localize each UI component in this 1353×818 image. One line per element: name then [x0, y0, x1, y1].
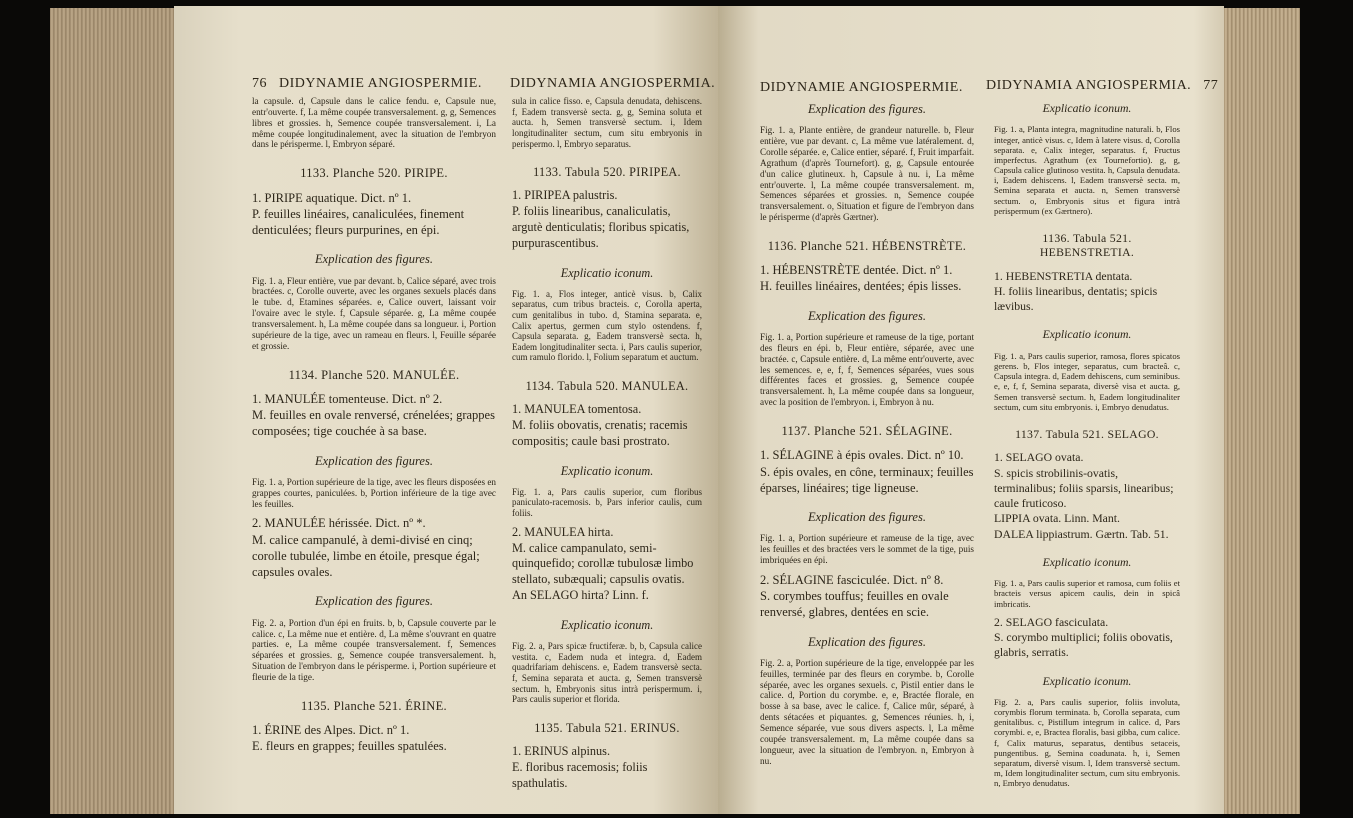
col1-entry-4-desc: E. fleurs en grappes; feuilles spatulées.: [252, 739, 447, 754]
col3-figures-3: Fig. 2. a, Portion supérieure de la tige, enveloppée par les feuilles, terminée par des fleurs en corymbe. b, Corolle séparée, avec les organes sexuels. c, Pistil entier dans le calice. d, Portion du corymbe. e, e, Bractée florale, en bosse à sa base, avec le calice. f, Calice mûr, séparé, à dents sétacées et piquantes. g, Semences réunies. h, i, Semence séparée, vue sous divers aspects. l, La même coupée transversalement. m, La même coupée dans sa longueur, avec la situation de l'embryon. n, Embryon à nu.: [760, 657, 974, 766]
right-header-latin: DIDYNAMIA ANGIOSPERMIA.: [986, 78, 1192, 93]
left-page: [174, 6, 718, 814]
col3-entry-2-desc: S. épis ovales, en cône, terminaux; feuilles éparses, linéaires; tige ligneuse.: [760, 464, 974, 495]
col2-figures-3: Fig. 2. a, Pars spicæ fructiferæ. b, b, Capsula calice vestita. c, Eadem nuda et integra. d, Eadem quadrifariam dehiscens. e, Eadem transversè secta. f, Semina separata et aucta. g, Semen transversè sectum. h, Embryonis situs intrà perispermum. i, Pars caulis superior et florida.: [512, 641, 702, 705]
right-page-number: 77: [1203, 78, 1219, 93]
col3-explication-3: Explication des figures.: [808, 634, 926, 649]
col1-entry-3-name: 2. MANULÉE hérissée. Dict. nº *.: [252, 516, 426, 531]
col1-entry-4: [252, 722, 496, 755]
col3-entry-1: [760, 262, 974, 295]
col2-explication-1: Explicatio iconum.: [560, 265, 654, 280]
col2-section-title-2: 1134. Tabula 520. MANULEA.: [525, 379, 689, 394]
col2-entry-3: [512, 525, 702, 605]
left-header-french: DIDYNAMIE ANGIOSPERMIE.: [279, 76, 482, 91]
col3-figures-1: Fig. 1. a, Portion supérieure et rameuse de la tige, portant des fleurs en épi. b, Fleur entière, séparée, avec une bractée. c, Capsule entière. d, La même entr'ouverte, avec les semences. e, e, f, f, Semences séparées, vues sous différentes faces et grossies. g, Semence coupée transversalement. h, La même coupée dans sa longueur, avec la position de l'embryon. i, Embryon à nu.: [760, 331, 974, 408]
column-2: [512, 96, 702, 800]
col3-entry-3-name: 2. SÉLAGINE fasciculée. Dict. nº 8.: [760, 572, 944, 587]
col2-entry-1: [512, 188, 702, 252]
col1-intro: la capsule. d, Capsule dans le calice fendu. e, Capsule nue, entr'ouverte. f, La même coupée transversalement. g, g, Semences libres et grossies. h, Semence coupée transversalement. i, La même coupée longitudinalement, avec la situation de l'embryon dans le périsperme. l, Embryon séparé.: [252, 96, 496, 150]
col4-entry-2-name: 1. SELAGO ovata.: [994, 451, 1084, 465]
col4-entry-1: [994, 269, 1180, 315]
column-4: [994, 100, 1180, 795]
col2-explication-2: Explicatio iconum.: [560, 463, 654, 478]
col4-entry-3: [994, 615, 1180, 661]
left-running-head: [252, 76, 482, 92]
col4-explication-3: Explicatio iconum.: [1042, 674, 1132, 688]
col4-section-title-2: 1137. Tabula 521. SELAGO.: [1015, 427, 1159, 441]
col1-entry-3-desc: M. calice campanulé, à demi-divisé en cinq; corolle tubulée, limbe en étoile, presque égal; capsules ovales.: [252, 532, 480, 580]
col3-entry-2-name: 1. SÉLAGINE à épis ovales. Dict. nº 10.: [760, 448, 964, 463]
col1-entry-2-desc: M. feuilles en ovale renversé, crénelées; grappes composées; tige couchée à sa base.: [252, 408, 495, 439]
col2-entry-1-name: 1. PIRIPEA palustris.: [512, 188, 618, 203]
col3-explication-2: Explication des figures.: [808, 510, 926, 524]
right-page: [718, 6, 1224, 814]
col2-entry-2: [512, 402, 702, 450]
col3-explication-0: Explication des figures.: [808, 102, 926, 116]
col2-section-title-3: 1135. Tabula 521. ERINUS.: [534, 720, 680, 735]
col3-entry-1-name: 1. HÉBENSTRÈTE dentée. Dict. nº 1.: [760, 263, 953, 278]
col1-figures-1: Fig. 1. a, Fleur entière, vue par devant. b, Calice séparé, avec trois bractées. c, Corolle ouverte, avec les organes sexuels placés dans le tube. d, Etamines séparées. e, Calice ouvert, laissant voir l'ovaire avec le style. f, Capsule séparée. g, La même coupée transversalement. h, La même coupée dans sa longueur. i, Portion supérieure de la tige, avec un rameau en fleurs. l, Feuille séparée et grossie.: [252, 275, 496, 351]
col3-entry-3-desc: S. corymbes touffus; feuilles en ovale renversé, glabres, dentées en scie.: [760, 589, 949, 620]
col4-entry-1-name: 1. HEBENSTRETIA dentata.: [994, 269, 1133, 283]
col2-entry-4: [512, 744, 702, 792]
col3-entry-2: [760, 447, 974, 496]
col2-figures-2: Fig. 1. a, Pars caulis superior, cum floribus paniculato-racemosis. b, Pars inferior caulis, cum foliis.: [512, 486, 702, 518]
col3-explication-1: Explication des figures.: [808, 308, 926, 323]
col4-explication-0: Explicatio iconum.: [1042, 102, 1132, 115]
col4-entry-3-name: 2. SELAGO fasciculata.: [994, 615, 1109, 629]
col2-entry-2-desc: M. foliis obovatis, crenatis; racemis compositis; caule basi prostrato.: [512, 417, 688, 448]
col4-section-title-1: 1136. Tabula 521. HEBENSTRETIA.: [1039, 232, 1135, 260]
col1-entry-1: [252, 190, 496, 239]
col1-figures-3: Fig. 2. a, Portion d'un épi en fruits. b, b, Capsule couverte par le calice. c, La même nue et entière. d, La même s'ouvrant en quatre parties. e, La même coupée transversalement. f, Semences séparées et grossies. g, Semence coupée transversalement. h, Situation de l'embryon dans le périsperme. i, Portion supérieure et fleurie de la tige.: [252, 617, 496, 682]
col1-section-title-3: 1135. Planche 521. ÉRINE.: [301, 698, 447, 713]
col1-entry-1-desc: P. feuilles linéaires, canaliculées, finement denticulées; fleurs purpurines, en épi.: [252, 206, 465, 238]
col3-entry-3: [760, 572, 974, 621]
col4-figures-2: Fig. 1. a, Pars caulis superior et ramosa, cum foliis et bracteis versus apicem caulis, dein in spicâ imbricatis.: [994, 578, 1180, 609]
col2-entry-3-desc: M. calice campanulato, semi-quinquefido; corollæ tubulosæ limbo stellato, subæquali; capsulis ovatis.: [512, 540, 694, 587]
col1-entry-2: [252, 391, 496, 440]
col4-figures-1: Fig. 1. a, Pars caulis superior, ramosa, flores spicatos gerens. b, Flos integer, separatus, cum bracteâ. c, Capsula integra. d, Eadem dehiscens, cum seminibus. e, e, f, f, Semina separata, diversè visa et aucta. g, Semen transversè sectum. h, Eadem longitudinaliter sectum, cum situ embryonis. i, Embryo denudatus.: [994, 350, 1180, 412]
col3-section-title-2: 1137. Planche 521. SÉLAGINE.: [781, 424, 953, 438]
column-3: [760, 100, 974, 772]
col3-figures-2: Fig. 1. a, Portion supérieure et rameuse de la tige, avec les feuilles et des bractées vers le sommet de la tige, puis imbriquées en épi.: [760, 533, 974, 565]
col4-entry-2-syn-1: LIPPIA ovata. Linn. Mant.: [994, 512, 1120, 526]
col1-figures-2: Fig. 1. a, Portion supérieure de la tige, avec les fleurs disposées en grappes courtes, paniculées. b, Portion inférieure de la tige avec les feuilles.: [252, 476, 496, 509]
col4-figures-0: Fig. 1. a, Planta integra, magnitudine naturali. b, Flos integer, anticè visus. c, Idem à latere visus. d, Corolla separata. e, Calix integer, separatus. f, Fructus imperfectus. Agrathum (ex Tournefortio). g, g, Capsula calice glutinoso vestita. h, Capsula denudata. i, Eadem dehiscens. l, Eadem transversè secta. m, Semina separata et aucta. n, Semen transversè sectum. o, Embryonis situs et figura intrà perispermum (ex Gærtnero).: [994, 124, 1180, 216]
col1-entry-3: [252, 515, 496, 580]
col1-explication-1: Explication des figures.: [315, 252, 433, 267]
col1-explication-3: Explication des figures.: [315, 594, 433, 609]
open-book: [50, 6, 1300, 814]
col4-entry-3-desc: S. corymbo multiplici; foliis obovatis, glabris, serratis.: [994, 631, 1173, 660]
left-page-edges: [50, 8, 174, 814]
col1-section-title-2: 1134. Planche 520. MANULÉE.: [288, 367, 460, 382]
left-page-number: 76: [252, 76, 267, 91]
col4-entry-2: [994, 450, 1180, 542]
col4-explication-2: Explicatio iconum.: [1042, 555, 1132, 569]
col2-intro: sula in calice fisso. e, Capsula denudata, dehiscens. f, Eadem transversè secta. g, g, Semina soluta et aucta. h, Semen transversè sectum. i, Idem longitudinaliter sectum, cum situ embryonis in perispermo. l, Embryo separatus.: [512, 96, 702, 149]
col1-section-title-1: 1133. Planche 520. PIRIPE.: [300, 166, 448, 181]
col2-explication-3: Explicatio iconum.: [560, 618, 654, 633]
col2-entry-1-desc: P. foliis linearibus, canaliculatis, argutè denticulatis; floribus spicatis, purpurascentibus.: [512, 203, 690, 250]
col1-entry-2-name: 1. MANULÉE tomenteuse. Dict. nº 2.: [252, 391, 443, 406]
col4-entry-2-desc: S. spicis strobilinis-ovatis, terminalibus; foliis sparsis, linearibus; caule fruticoso.: [994, 466, 1174, 511]
col2-entry-4-name: 1. ERINUS alpinus.: [512, 743, 610, 758]
col2-section-title-1: 1133. Tabula 520. PIRIPEA.: [533, 165, 681, 180]
col2-figures-1: Fig. 1. a, Flos integer, anticè visus. b, Calix separatus, cum tribus bracteis. c, Corolla aperta, cum genitalibus in tubo. d, Stamina separata. e, Calix apertus, germen cum stylo ostendens. f, Capsula separata. g, Eadem transversè secta. h, Eadem longitudinaliter secta. i, Pars caulis superior, cum ramulo florido. l, Folium separatum et auctum.: [512, 288, 702, 363]
col3-entry-1-desc: H. feuilles linéaires, dentées; épis lisses.: [760, 279, 962, 294]
col2-entry-2-name: 1. MANULEA tomentosa.: [512, 402, 642, 416]
col1-entry-4-name: 1. ÉRINE des Alpes. Dict. nº 1.: [252, 723, 410, 738]
col4-entry-2-syn-2: DALEA lippiastrum. Gærtn. Tab. 51.: [994, 527, 1169, 541]
col1-explication-2: Explication des figures.: [315, 453, 433, 468]
col4-figures-3: Fig. 2. a, Pars caulis superior, foliis involuta, corymbis florum terminata. b, Corolla separata, cum genitalibus. c, Pistillum integrum in calice. d, Pars corymbi. e, e, Bractea floralis, basi gibba, cum calice. f, Calix maturus, separatus, dentibus setaceis, pungentibus. g, Semina coadunata. h, i, Semen separatum, diversè visum. l, Idem transversè sectum. m, Idem longitudinaliter sectum, cum situ embryonis. n, Embryo denudatus.: [994, 696, 1180, 789]
right-header-french: DIDYNAMIE ANGIOSPERMIE.: [760, 80, 963, 95]
col1-entry-1-name: 1. PIRIPE aquatique. Dict. nº 1.: [252, 190, 412, 205]
col4-entry-1-desc: H. foliis linearibus, dentatis; spicis lævibus.: [994, 284, 1158, 314]
col2-entry-3-alt: An SELAGO hirta? Linn. f.: [512, 588, 649, 603]
col2-entry-3-name: 2. MANULEA hirta.: [512, 524, 614, 539]
col3-section-title-1: 1136. Planche 521. HÉBENSTRÈTE.: [767, 238, 967, 253]
col2-entry-4-desc: E. floribus racemosis; foliis spathulatis.: [512, 759, 648, 790]
left-header-latin: DIDYNAMIA ANGIOSPERMIA.: [510, 76, 716, 91]
col4-explication-1: Explicatio iconum.: [1042, 328, 1132, 342]
right-page-edges: [1224, 8, 1300, 814]
column-1: [252, 96, 496, 763]
right-running-head: [986, 78, 1218, 94]
col3-figures-0: Fig. 1. a, Plante entière, de grandeur naturelle. b, Fleur entière, vue par devant. c, La même vue latéralement. d, Corolle séparée. e, Calice entier, séparé. f, Fruit imparfait. Agrathum (d'après Tournefort). g, g, Capsule entourée d'un calice glutineux. h, Capsule à nu. i, La même entr'ouverte. l, La même coupée transversalement. m, Semences séparées et grossies. n, Semence coupée transversalement. o, Situation et figure de l'embryon dans le périsperme (d'après Gærtner).: [760, 125, 974, 223]
